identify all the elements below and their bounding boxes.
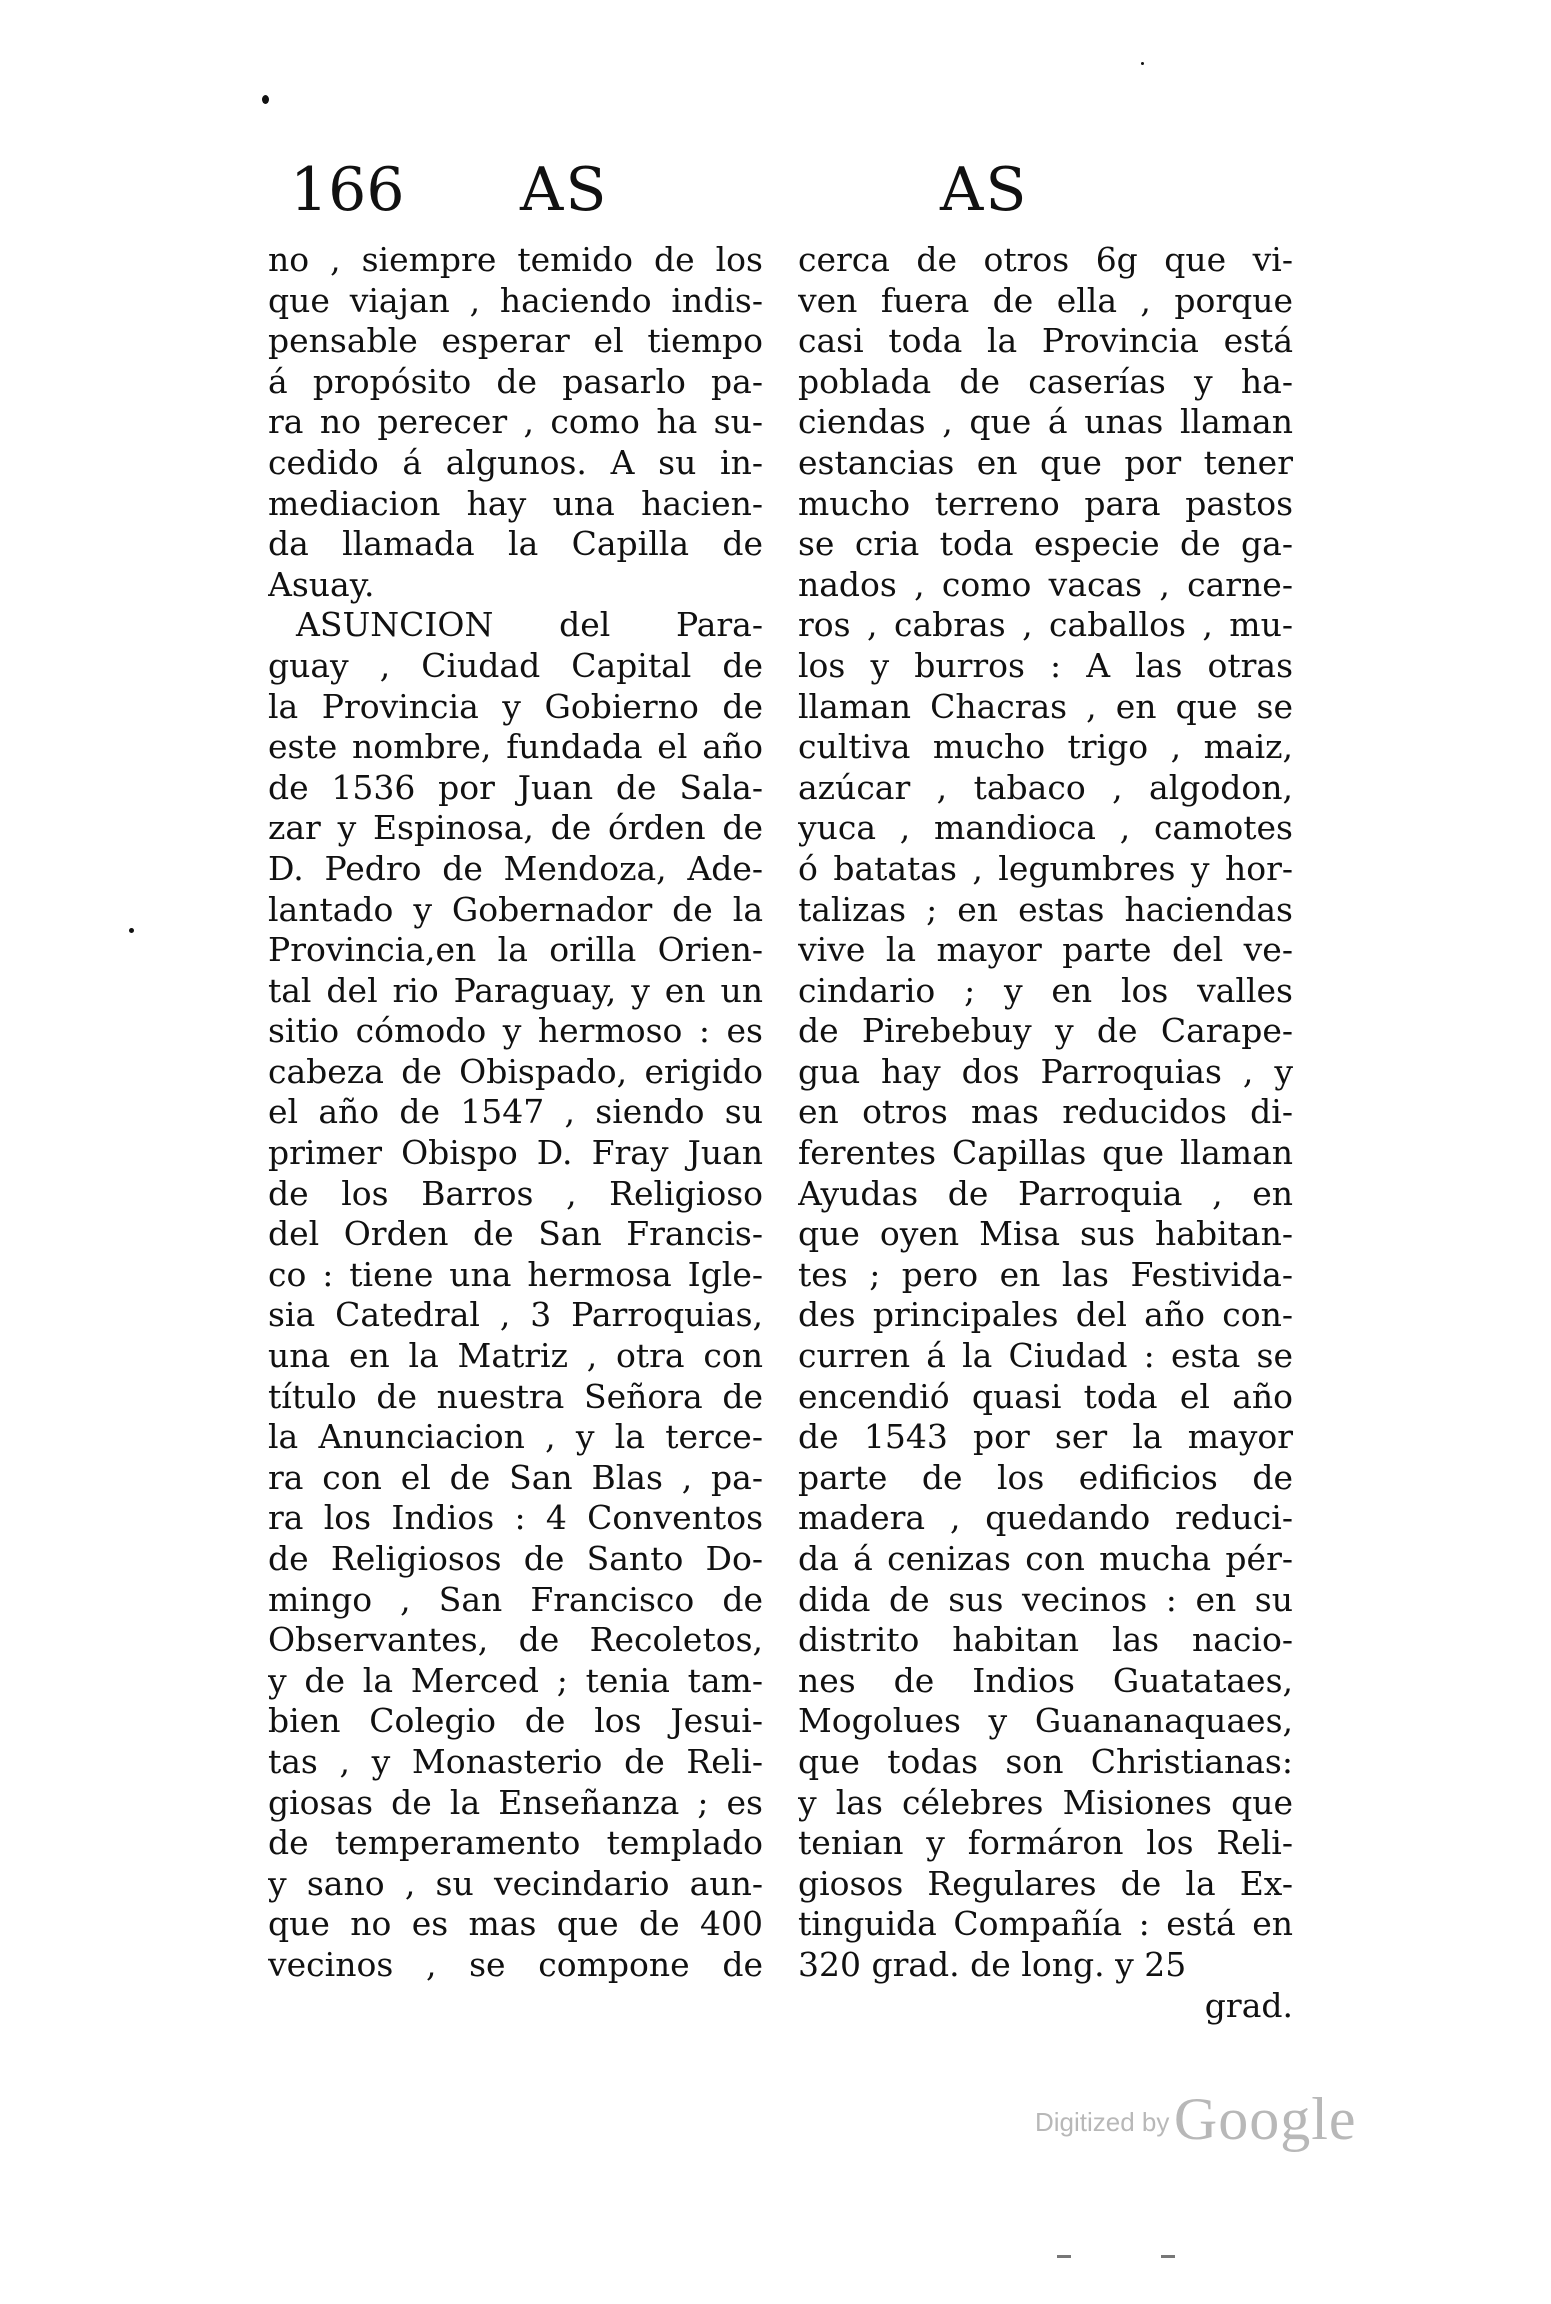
text-line: mucho terreno para pastos — [798, 483, 1293, 523]
text-line: nados , como vacas , carne- — [798, 564, 1293, 604]
text-line: cerca de otros 6g que vi- — [798, 240, 1293, 279]
text-line: la Anunciacion , y la terce- — [268, 1417, 763, 1457]
text-line: des principales del año con- — [798, 1295, 1293, 1335]
text-line: da llamada la Capilla de — [268, 524, 763, 564]
text-line: tinguida Compañía : está en — [798, 1904, 1293, 1944]
text-line: bien Colegio de los Jesui- — [268, 1701, 763, 1741]
right-running-head: AS — [940, 155, 1029, 225]
text-line: este nombre, fundada el año — [268, 727, 763, 767]
text-line: nes de Indios Guatataes, — [798, 1660, 1293, 1700]
text-line: de los Barros , Religioso — [268, 1173, 763, 1213]
text-line: tes ; pero en las Festivida- — [798, 1254, 1293, 1294]
text-line: no , siempre temido de los — [268, 240, 763, 279]
text-line: la Provincia y Gobierno de — [268, 686, 763, 726]
text-line: da á cenizas con mucha pér- — [798, 1539, 1293, 1578]
text-line: que todas son Christianas: — [798, 1741, 1293, 1781]
text-line: de 1536 por Juan de Sala- — [268, 767, 763, 807]
text-line: de Pirebebuy y de Carape- — [798, 1011, 1293, 1051]
catchword: grad. — [1204, 1985, 1293, 2025]
text-line: tal del rio Paraguay, y en un — [268, 970, 763, 1010]
text-line: poblada de caserías y ha- — [798, 361, 1293, 401]
text-line: sitio cómodo y hermoso : es — [268, 1011, 763, 1051]
text-line: yuca , mandioca , camotes — [798, 808, 1293, 848]
ink-speck — [129, 928, 134, 933]
text-line: Mogolues y Guananaquaes, — [798, 1701, 1293, 1741]
text-line: mediacion hay una hacien- — [268, 483, 763, 523]
page-number: 166 — [290, 155, 405, 225]
text-line: guay , Ciudad Capital de — [268, 645, 763, 685]
text-line: y sano , su vecindario aun- — [268, 1863, 763, 1903]
text-line: parte de los edificios de — [798, 1457, 1293, 1497]
text-line: se cria toda especie de ga- — [798, 524, 1293, 564]
text-line: de temperamento templado — [268, 1823, 763, 1863]
text-line: llaman Chacras , en que se — [798, 686, 1293, 726]
text-line: azúcar , tabaco , algodon, — [798, 767, 1293, 807]
running-header — [290, 150, 1300, 230]
text-line: ciendas , que á unas llaman — [798, 402, 1293, 442]
text-line: ros , cabras , caballos , mu- — [798, 605, 1293, 645]
text-line: primer Obispo D. Fray Juan — [268, 1133, 763, 1173]
text-line: talizas ; en estas haciendas — [798, 889, 1293, 929]
text-line: el año de 1547 , siendo su — [268, 1092, 763, 1132]
text-line: Observantes, de Recoletos, — [268, 1620, 763, 1660]
watermark-prefix: Digitized by — [1035, 2107, 1170, 2137]
text-line: que oyen Misa sus habitan- — [798, 1214, 1293, 1254]
text-line: ra los Indios : 4 Conventos — [268, 1498, 763, 1538]
text-line: cindario ; y en los valles — [798, 970, 1293, 1010]
text-line: tas , y Monasterio de Reli- — [268, 1741, 763, 1781]
text-line: una en la Matriz , otra con — [268, 1336, 763, 1376]
text-line: título de nuestra Señora de — [268, 1376, 763, 1416]
text-line: y las célebres Misiones que — [798, 1782, 1293, 1822]
text-line: dida de sus vecinos : en su — [798, 1579, 1293, 1619]
text-line: que viajan , haciendo indis- — [268, 280, 763, 320]
text-line: cabeza de Obispado, erigido — [268, 1051, 763, 1091]
text-line: giosos Regulares de la Ex- — [798, 1863, 1293, 1903]
text-line: Provincia,en la orilla Orien- — [268, 930, 763, 970]
text-line: lantado y Gobernador de la — [268, 889, 763, 929]
text-line: Ayudas de Parroquia , en — [798, 1173, 1293, 1213]
text-line: sia Catedral , 3 Parroquias, — [268, 1295, 763, 1335]
text-line: del Orden de San Francis- — [268, 1214, 763, 1254]
text-line: encendió quasi toda el año — [798, 1376, 1293, 1416]
text-line: gua hay dos Parroquias , y — [798, 1051, 1293, 1091]
digitization-watermark — [1035, 2085, 1357, 2154]
text-line: co : tiene una hermosa Igle- — [268, 1254, 763, 1294]
text-line: de Religiosos de Santo Do- — [268, 1539, 763, 1578]
text-line: ferentes Capillas que llaman — [798, 1133, 1293, 1173]
text-line: tenian y formáron los Reli- — [798, 1823, 1293, 1863]
ink-speck — [1141, 62, 1144, 65]
text-line: zar y Espinosa, de órden de — [268, 808, 763, 848]
ink-speck — [262, 95, 269, 104]
text-line: cedido á algunos. A su in- — [268, 442, 763, 482]
text-line: 320 grad. de long. y 25 — [798, 1944, 1187, 1984]
left-running-head: AS — [520, 155, 609, 225]
text-line: en otros mas reducidos di- — [798, 1092, 1293, 1132]
text-line: cultiva mucho trigo , maiz, — [798, 727, 1293, 767]
text-line: y de la Merced ; tenia tam- — [268, 1660, 763, 1700]
entry-heading-line: ASUNCION del Para- — [296, 605, 763, 645]
text-line: estancias en que por tener — [798, 442, 1293, 482]
text-line: curren á la Ciudad : esta se — [798, 1336, 1293, 1376]
scan-mark — [1057, 2255, 1071, 2258]
text-line: los y burros : A las otras — [798, 645, 1293, 685]
text-line: distrito habitan las nacio- — [798, 1620, 1293, 1660]
text-line: ra no perecer , como ha su- — [268, 402, 763, 442]
text-line: de 1543 por ser la mayor — [798, 1417, 1293, 1457]
right-text-column — [798, 240, 1293, 2026]
text-line: mingo , San Francisco de — [268, 1579, 763, 1619]
text-line: ó batatas , legumbres y hor- — [798, 848, 1293, 888]
left-text-column — [268, 240, 763, 1986]
text-line: Asuay. — [268, 564, 375, 604]
text-line: giosas de la Enseñanza ; es — [268, 1782, 763, 1822]
text-line: vecinos , se compone de — [268, 1944, 763, 1984]
watermark-brand: Google — [1173, 2086, 1357, 2152]
text-line: ra con el de San Blas , pa- — [268, 1457, 763, 1497]
text-line: pensable esperar el tiempo — [268, 321, 763, 361]
text-line: madera , quedando reduci- — [798, 1498, 1293, 1538]
text-line: á propósito de pasarlo pa- — [268, 361, 763, 401]
text-line: vive la mayor parte del ve- — [798, 930, 1293, 970]
scan-mark — [1161, 2255, 1175, 2258]
text-line: que no es mas que de 400 — [268, 1904, 763, 1944]
text-line: casi toda la Provincia está — [798, 321, 1293, 361]
text-line: ven fuera de ella , porque — [798, 280, 1293, 320]
text-line: D. Pedro de Mendoza, Ade- — [268, 848, 763, 888]
